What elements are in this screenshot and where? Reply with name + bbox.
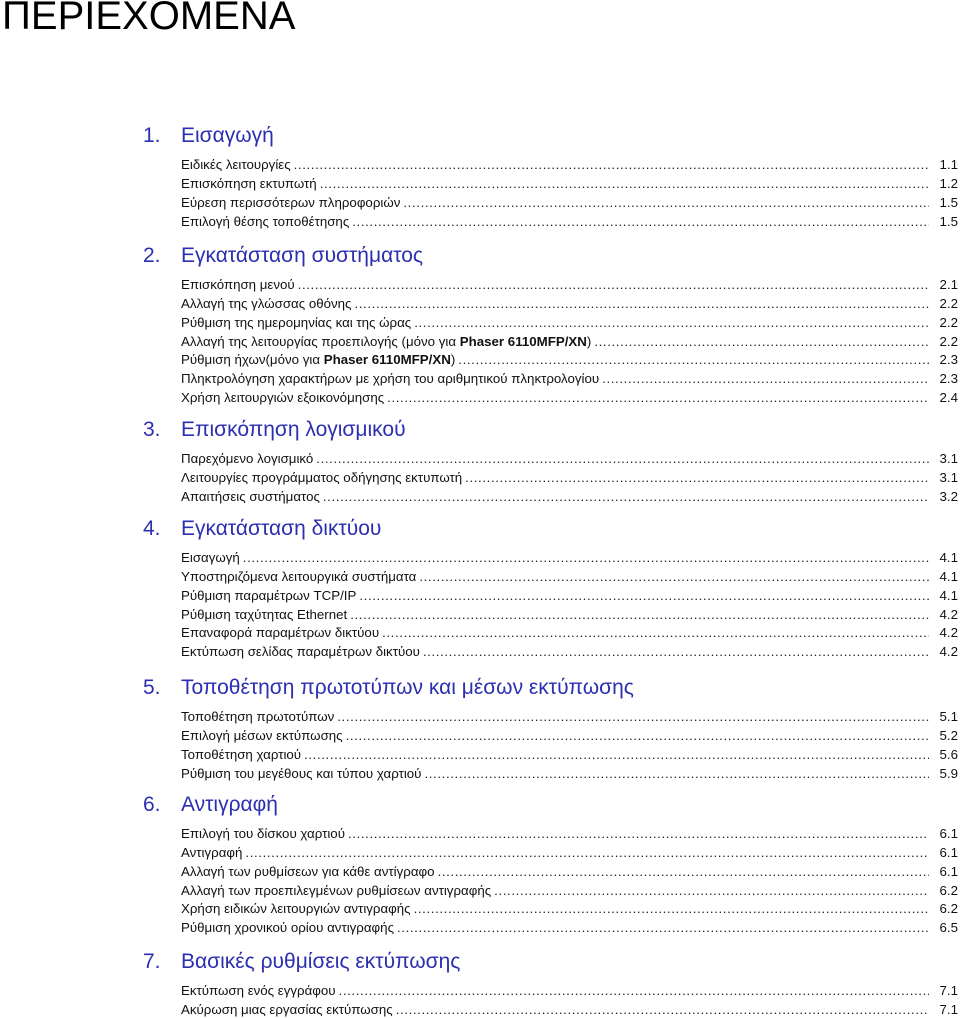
toc-entry-text: Υποστηριζόμενα λειτουργικά συστήματα (181, 568, 417, 584)
dot-leader (243, 550, 929, 566)
toc-page-number: 5.1 (939, 708, 958, 724)
toc-entry-label (181, 390, 384, 406)
chapter-title: Εγκατάσταση συστήματος (181, 244, 424, 267)
toc-entry[interactable] (181, 173, 958, 192)
toc-entry-label (181, 334, 591, 350)
toc-entry[interactable] (181, 387, 958, 406)
toc-entry[interactable] (181, 448, 958, 467)
toc-entry-label (181, 845, 242, 861)
chapter-heading[interactable] (0, 418, 960, 448)
dot-leader (350, 607, 929, 623)
toc-entry-label (181, 607, 347, 623)
toc-entry[interactable] (181, 566, 958, 585)
toc-page-number: 2.2 (939, 295, 958, 311)
toc-entry-text: Πληκτρολόγηση χαρακτήρων με χρήση του αριθμητικού πληκτρολογίου (181, 371, 600, 387)
toc-entry[interactable] (181, 192, 958, 211)
toc-entry-text: Χρήση λειτουργιών εξοικονόμησης (181, 390, 385, 406)
toc-page-number: 5.9 (939, 765, 958, 781)
toc-entry[interactable] (181, 917, 958, 936)
toc-entry-text: Εκτύπωση ενός εγγράφου (181, 982, 336, 998)
chapter-title: Βασικές ρυθμίσεις εκτύπωσης (181, 950, 461, 973)
toc-entry-label (181, 352, 455, 368)
toc-entry-text: Επιλογή του δίσκου χαρτιού (181, 825, 345, 841)
dot-leader (337, 709, 929, 725)
toc-entry-suffix: ) (450, 352, 456, 368)
toc-page-number: 3.2 (939, 488, 958, 504)
chapter-title: Εισαγωγή (181, 124, 274, 147)
toc-entry-text: Λειτουργίες προγράμματος οδήγησης εκτυπωτή (181, 469, 463, 485)
chapter-heading[interactable] (0, 517, 960, 547)
dot-leader (458, 352, 929, 368)
toc-page-number: 4.2 (939, 625, 958, 641)
toc-entry-text: Αλλαγή της γλώσσας οθόνης (181, 295, 352, 311)
toc-entry[interactable] (181, 880, 958, 899)
toc-page-number: 7.1 (939, 1001, 958, 1017)
chapter-section (0, 418, 960, 505)
toc-entry-text: Ρύθμιση παραμέτρων TCP/IP (181, 587, 357, 603)
chapter-heading[interactable] (0, 793, 960, 823)
dot-leader (419, 569, 929, 585)
toc-entry[interactable] (181, 706, 958, 725)
toc-entry[interactable] (181, 899, 958, 918)
dot-leader (382, 625, 929, 641)
toc-entry-text: Τοποθέτηση χαρτιού (181, 746, 302, 762)
dot-leader (494, 883, 929, 899)
toc-entry-text: Εισαγωγή (181, 549, 240, 565)
toc-page-number: 4.1 (939, 549, 958, 565)
dot-leader (316, 451, 929, 467)
toc-entry-text: Εκτύπωση σελίδας παραμέτρων δικτύου (181, 644, 420, 660)
toc-page-number: 2.2 (939, 333, 958, 349)
toc-entry-text: Παρεχόμενο λογισμικό (181, 450, 314, 466)
toc-page-number: 6.2 (939, 901, 958, 917)
chapter-section (0, 244, 960, 406)
toc-page-number: 3.1 (939, 450, 958, 466)
toc-entry-label (181, 766, 421, 782)
toc-entry-label (181, 470, 462, 486)
toc-entry-label (181, 588, 356, 604)
toc-entry-text: Ρύθμιση της ημερομηνίας και της ώρας (181, 314, 412, 330)
toc-entry[interactable] (181, 861, 958, 880)
toc-entry[interactable] (181, 312, 958, 331)
chapter-title: Εγκατάσταση δικτύου (181, 517, 382, 540)
toc-page-number: 6.5 (939, 920, 958, 936)
toc-entry[interactable] (181, 623, 958, 642)
toc-entry-label (181, 296, 351, 312)
toc-entry-label (181, 901, 411, 917)
toc-entry[interactable] (181, 641, 958, 660)
toc-entry-text: Ακύρωση μιας εργασίας εκτύπωσης (181, 1001, 393, 1017)
toc-page-number: 6.2 (939, 882, 958, 898)
chapter-number: 3. (143, 418, 161, 441)
toc-entry-model-name: Phaser 6110MFP/XN (459, 333, 587, 349)
toc-entry-label (181, 983, 336, 999)
toc-entry[interactable] (181, 486, 958, 505)
chapter-section (0, 517, 960, 660)
toc-entry[interactable] (181, 467, 958, 486)
toc-page-number: 1.5 (939, 213, 958, 229)
dot-leader (359, 588, 929, 604)
dot-leader (348, 826, 929, 842)
toc-entry-label (181, 195, 400, 211)
page-title: ΠΕΡΙΕΧΟΜΕΝΑ (2, 0, 296, 38)
toc-entry-label (181, 451, 313, 467)
toc-entry[interactable] (181, 154, 958, 173)
toc-page-number: 4.1 (939, 568, 958, 584)
toc-entry-text: Ρύθμιση του μεγέθους και τύπου χαρτιού (181, 765, 422, 781)
toc-entry-text: Ρύθμιση ήχων(μόνο για (181, 352, 324, 368)
toc-entry-label (181, 157, 291, 173)
chapter-heading[interactable] (0, 244, 960, 274)
dot-leader (320, 176, 929, 192)
toc-entry-label (181, 728, 343, 744)
dot-leader (594, 334, 929, 350)
toc-entry-text: Επαναφορά παραμέτρων δικτύου (181, 625, 380, 641)
toc-entry-label (181, 920, 394, 936)
dot-leader (423, 644, 929, 660)
toc-entry-label (181, 864, 435, 880)
dot-leader (414, 315, 929, 331)
toc-entry-label (181, 569, 416, 585)
toc-page-number: 5.2 (939, 727, 958, 743)
dot-leader (602, 371, 929, 387)
toc-entry-label (181, 709, 334, 725)
toc-entry-label (181, 176, 317, 192)
toc-entry-label (181, 883, 491, 899)
toc-page-number: 2.1 (939, 276, 958, 292)
toc-entry-text: Επιλογή θέσης τοποθέτησης (181, 213, 350, 229)
toc-entry-label (181, 277, 295, 293)
toc-entry-text: Ειδικές λειτουργίες (181, 156, 291, 172)
toc-entry[interactable] (181, 211, 958, 230)
dot-leader (397, 920, 929, 936)
toc-entry[interactable] (181, 842, 958, 861)
toc-entry-label (181, 826, 345, 842)
toc-page-number: 1.1 (939, 156, 958, 172)
toc-entry-text: Επισκόπηση εκτυπωτή (181, 175, 317, 191)
chapter-heading[interactable] (0, 950, 960, 980)
toc-page-number: 1.5 (939, 194, 958, 210)
toc-page-number: 6.1 (939, 844, 958, 860)
toc-entry-label (181, 489, 320, 505)
toc-entry-text: Τοποθέτηση πρωτοτύπων (181, 708, 335, 724)
toc-page-number: 3.1 (939, 469, 958, 485)
toc-entry-text: Επιλογή μέσων εκτύπωσης (181, 727, 343, 743)
toc-entry-label (181, 747, 301, 763)
toc-entry[interactable] (181, 823, 958, 842)
chapter-number: 5. (143, 676, 161, 699)
dot-leader (245, 845, 929, 861)
toc-entry-text: Απαιτήσεις συστήματος (181, 488, 320, 504)
toc-entry-label (181, 214, 349, 230)
chapter-section (0, 676, 960, 782)
toc-page-number: 6.1 (939, 825, 958, 841)
toc-page-number: 4.2 (939, 606, 958, 622)
chapter-heading[interactable] (0, 676, 960, 706)
dot-leader (396, 1002, 929, 1018)
toc-entry-label (181, 1002, 393, 1018)
toc-entry-text: Αλλαγή των προεπιλεγμένων ρυθμίσεων αντιγραφής (181, 882, 492, 898)
toc-entry-label (181, 550, 240, 566)
dot-leader (294, 157, 929, 173)
dot-leader (352, 214, 929, 230)
toc-entry-suffix: ) (586, 333, 592, 349)
toc-page-number: 2.3 (939, 352, 958, 368)
toc-entry-text: Ρύθμιση ταχύτητας Ethernet (181, 606, 348, 622)
dot-leader (339, 983, 929, 999)
toc-entry-label (181, 644, 420, 660)
chapter-section (0, 793, 960, 936)
chapter-number: 7. (143, 950, 161, 973)
dot-leader (346, 728, 929, 744)
toc-entry[interactable] (181, 331, 958, 350)
toc-entry[interactable] (181, 293, 958, 312)
toc-page-number: 2.3 (939, 371, 958, 387)
dot-leader (403, 195, 929, 211)
chapter-number: 2. (143, 244, 161, 267)
chapter-number: 1. (143, 124, 161, 147)
toc-entry[interactable] (181, 980, 958, 999)
toc-entry[interactable] (181, 350, 958, 369)
toc-entry-label (181, 625, 379, 641)
toc-entry-text: Χρήση ειδικών λειτουργιών αντιγραφής (181, 901, 411, 917)
chapter-title: Αντιγραφή (181, 793, 278, 816)
toc-entry[interactable] (181, 725, 958, 744)
toc-page-number: 4.1 (939, 587, 958, 603)
dot-leader (323, 489, 929, 505)
dot-leader (354, 296, 929, 312)
toc-page-number: 4.2 (939, 644, 958, 660)
toc-entry[interactable] (181, 744, 958, 763)
toc-entry-text: Αντιγραφή (181, 844, 243, 860)
toc-page-number: 5.6 (939, 746, 958, 762)
chapter-number: 6. (143, 793, 161, 816)
toc-entry-model-name: Phaser 6110MFP/XN (323, 352, 451, 368)
dot-leader (438, 864, 929, 880)
chapter-heading[interactable] (0, 124, 960, 154)
toc-entry[interactable] (181, 604, 958, 623)
toc-page-number: 1.2 (939, 175, 958, 191)
toc-entry-label (181, 371, 599, 387)
chapter-number: 4. (143, 517, 161, 540)
dot-leader (387, 390, 929, 406)
dot-leader (298, 277, 929, 293)
toc-page-number: 2.2 (939, 314, 958, 330)
toc-entry[interactable] (181, 368, 958, 387)
toc-entry-text: Αλλαγή της λειτουργίας προεπιλογής (μόνο για (181, 333, 460, 349)
chapter-section (0, 124, 960, 230)
chapter-section (0, 950, 960, 1018)
toc-entry[interactable] (181, 547, 958, 566)
dot-leader (465, 470, 929, 486)
chapter-title: Επισκόπηση λογισμικού (181, 418, 406, 441)
toc-entry-text: Επισκόπηση μενού (181, 276, 295, 292)
toc-entry-text: Εύρεση περισσότερων πληροφοριών (181, 194, 401, 210)
toc-entry[interactable] (181, 763, 958, 782)
dot-leader (304, 747, 929, 763)
toc-page-number: 2.4 (939, 390, 958, 406)
toc-entry-label (181, 315, 411, 331)
toc-page-number: 7.1 (939, 982, 958, 998)
chapter-title: Τοποθέτηση πρωτοτύπων και μέσων εκτύπωσης (181, 676, 634, 699)
toc-page-number: 6.1 (939, 863, 958, 879)
dot-leader (414, 901, 929, 917)
toc-entry-text: Ρύθμιση χρονικού ορίου αντιγραφής (181, 920, 394, 936)
dot-leader (424, 766, 929, 782)
toc-entry[interactable] (181, 274, 958, 293)
toc-entry-text: Αλλαγή των ρυθμίσεων για κάθε αντίγραφο (181, 863, 435, 879)
toc-entry[interactable] (181, 585, 958, 604)
